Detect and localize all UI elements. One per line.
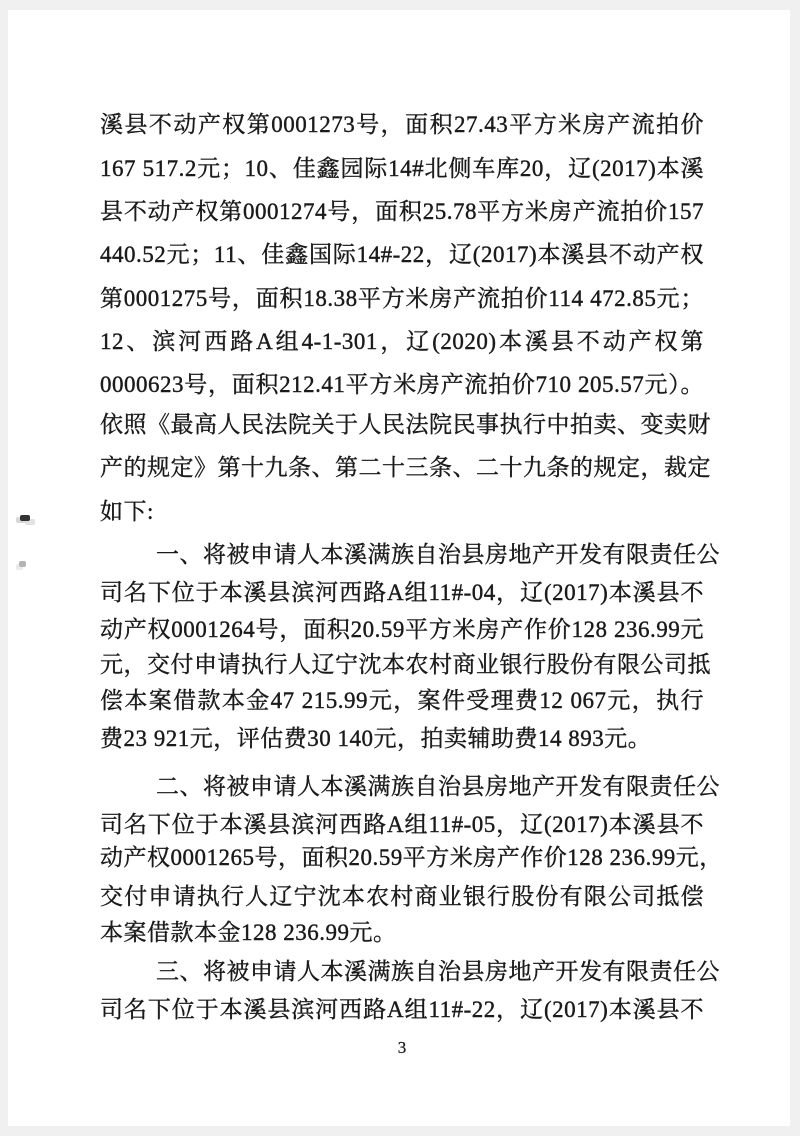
document-line: 产的规定》第十九条、第二十三条、二十九条的规定，裁定 [100, 455, 711, 480]
document-line: 0000623号，面积212.41平方米房产流拍价710 205.57元）。 [100, 372, 704, 397]
document-page [8, 10, 790, 1126]
scan-artifact [20, 515, 30, 521]
document-line: 偿本案借款本金47 215.99元，案件受理费12 067元，执行 [100, 688, 704, 713]
document-line: 二、将被申请人本溪满族自治县房地产开发有限责任公 [156, 774, 720, 799]
document-line: 动产权0001264号，面积20.59平方米房产作价128 236.99元 [100, 617, 704, 642]
document-line: 第0001275号，面积18.38平方米房产流拍价114 472.85元； [100, 286, 704, 311]
document-line: 167 517.2元；10、佳鑫园际14#北侧车库20，辽(2017)本溪 [100, 156, 704, 181]
document-line: 溪县不动产权第0001273号，面积27.43平方米房产流拍价 [100, 112, 704, 137]
document-line: 三、将被申请人本溪满族自治县房地产开发有限责任公 [156, 959, 720, 984]
document-line: 12、滨河西路A组4-1-301，辽(2020)本溪县不动产权第 [100, 329, 704, 354]
document-line: 司名下位于本溪县滨河西路A组11#-22，辽(2017)本溪县不 [100, 997, 704, 1022]
document-line: 如下: [100, 499, 154, 524]
document-line: 一、将被申请人本溪满族自治县房地产开发有限责任公 [156, 542, 720, 567]
document-line: 440.52元；11、佳鑫国际14#-22，辽(2017)本溪县不动产权 [100, 242, 704, 267]
document-line: 交付申请执行人辽宁沈本农村商业银行股份有限公司抵偿 [100, 884, 704, 909]
document-line: 县不动产权第0001274号，面积25.78平方米房产流拍价157 [100, 199, 704, 224]
scan-artifact [19, 561, 26, 567]
document-line: 本案借款本金128 236.99元。 [100, 920, 397, 945]
page-number: 3 [397, 1038, 407, 1057]
document-line: 动产权0001265号，面积20.59平方米房产作价128 236.99元， [100, 845, 723, 870]
document-line: 司名下位于本溪县滨河西路A组11#-04，辽(2017)本溪县不 [100, 580, 704, 605]
document-body [100, 100, 723, 1030]
document-line: 费23 921元，评估费30 140元，拍卖辅助费14 893元。 [100, 726, 652, 751]
document-line: 元，交付申请执行人辽宁沈本农村商业银行股份有限公司抵 [100, 652, 711, 677]
document-line: 司名下位于本溪县滨河西路A组11#-05，辽(2017)本溪县不 [100, 812, 704, 837]
document-line: 依照《最高人民法院关于人民法院民事执行中拍卖、变卖财 [100, 412, 711, 437]
